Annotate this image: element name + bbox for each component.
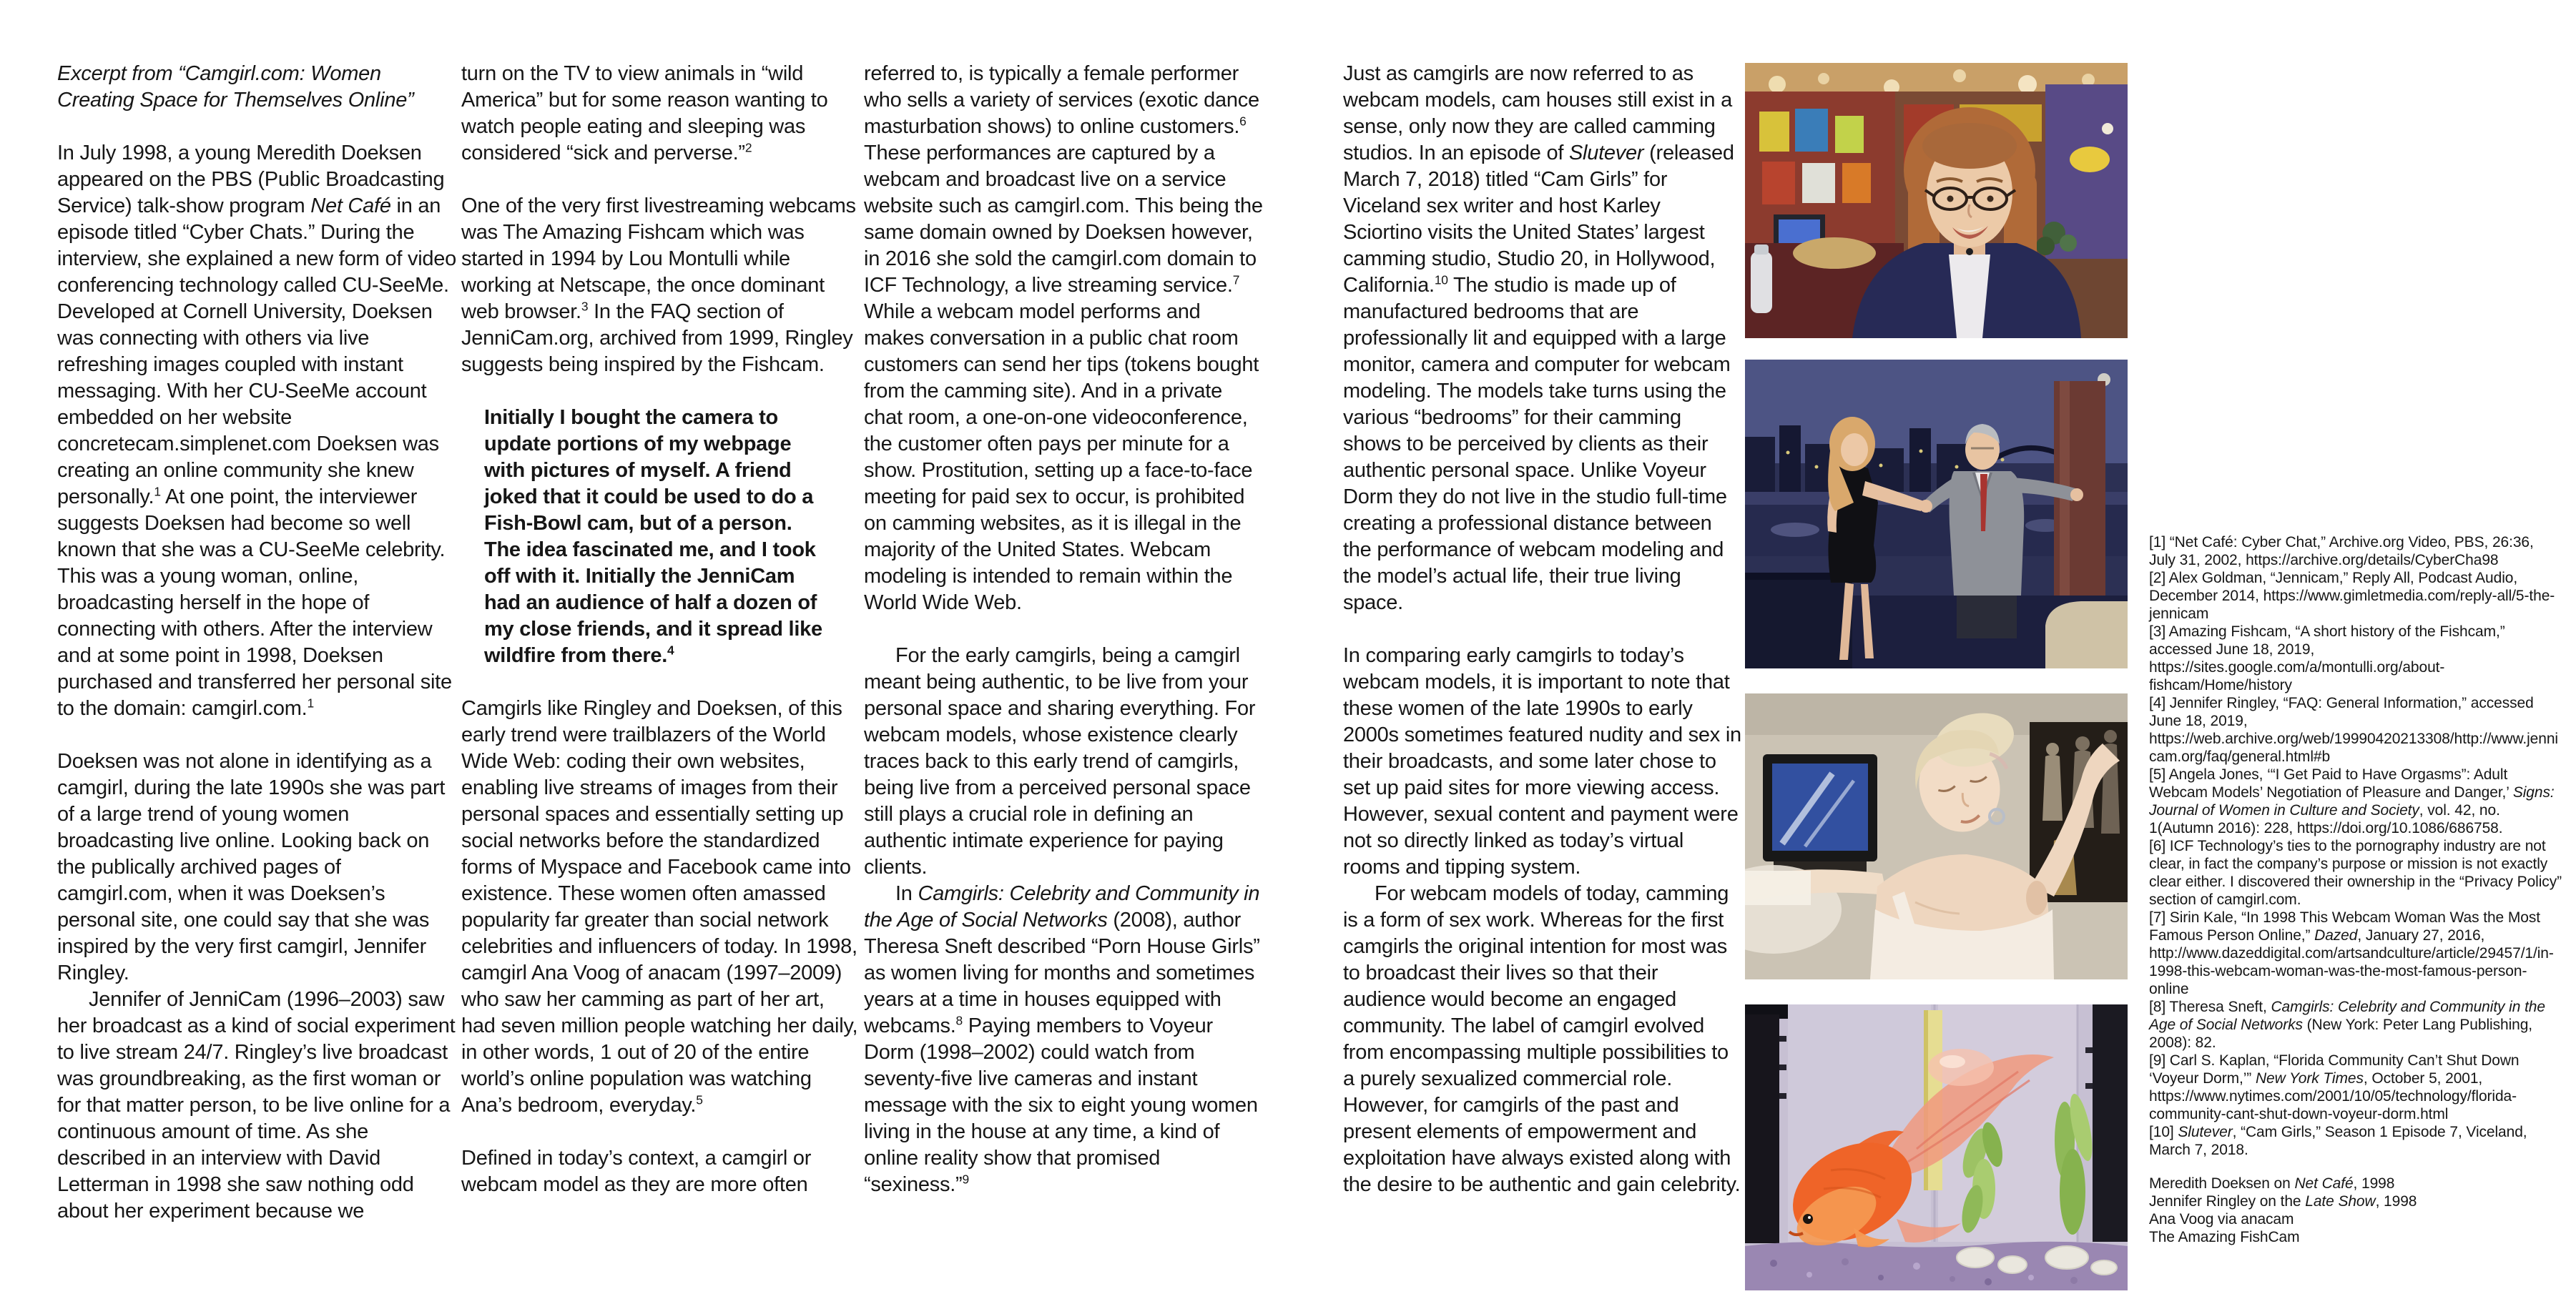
text-segment: Jennifer Ringley on the (2149, 1193, 2306, 1210)
body-paragraph (57, 749, 458, 987)
text-segment: Camgirls: Celebrity and Community in the Age of Social Networks (2149, 999, 2545, 1033)
text-segment: Dazed (2314, 927, 2358, 944)
text-segment: In comparing early camgirls to today’s webcam models, it is important to note that these women of the late 1990s to early 2000s sometimes featured nudity and sex in their broadcasts, and some later chose to set up paid sites for more viewing access. However, sexual content and payment were not so directly linked as today’s virtual rooms and tipping system. (1343, 644, 1741, 879)
fishcam-illustration (1745, 1004, 2128, 1290)
photo-fishcam (1745, 1004, 2128, 1290)
footnote-ref: 5 (696, 1092, 703, 1107)
text-segment: The Amazing FishCam (2149, 1229, 2300, 1245)
footnotes-column (2149, 533, 2562, 1159)
text-segment: Just as camgirls are now referred to as webcam models, cam houses still exist in a sense, only now they are called camming studios. In an episode of (1343, 62, 1732, 164)
text-segment: Camgirls: Celebrity and Community in the Age of Social Networks (864, 882, 1260, 932)
body-paragraph (1343, 881, 1744, 1198)
text-segment: referred to, is typically a female performer who sells a variety of services (exotic dance masturbation shows) to online customers. (864, 62, 1259, 138)
text-segment: [2] Alex Goldman, “Jennicam,” Reply All, Podcast Audio, December 2014, https://www.gimletmedia.com/reply-all/5-the-jennicam (2149, 570, 2555, 622)
text-segment: Net Café (2294, 1175, 2354, 1192)
text-segment: , January 27, 2016, http://www.dazeddigital.com/artsandculture/article/29457/1/in-1998-this-webcam-woman-was-the-most-famous-person-online (2149, 927, 2554, 997)
text-segment: Meredith Doeksen on (2149, 1175, 2295, 1192)
late-show-illustration (1745, 360, 2128, 668)
body-paragraph (864, 881, 1264, 1198)
text-segment: (2008), author Theresa Sneft described “Porn House Girls” as women living for months and sometimes years at a time in houses equipped with webcams. (864, 909, 1260, 1037)
body-paragraph (57, 140, 458, 722)
photo-anacam (1745, 693, 2128, 979)
footnote-ref: 6 (1239, 114, 1247, 129)
body-paragraph (461, 696, 862, 1119)
text-segment: [9] Carl S. Kaplan, “Florida Community Can’t Shut Down ‘Voyeur Dorm,’” (2149, 1052, 2520, 1087)
text-segment: In the FAQ section of JenniCam.org, archived from 1999, Ringley suggests being inspired by the Fishcam. (461, 300, 853, 376)
footnote-ref: 1 (154, 484, 161, 499)
footnote-ref: 9 (962, 1172, 969, 1187)
text-segment: [3] Amazing Fishcam, “A short history of the Fishcam,” accessed June 18, 2019, https://sites.google.com/a/montulli.org/about-fishcam/Home/history (2149, 623, 2505, 693)
body-paragraph (864, 61, 1264, 616)
text-column-4 (1343, 61, 1744, 1198)
text-segment: (released March 7, 2018) titled “Cam Girls” for Viceland sex writer and host Karley Sciortino visits the United States’ largest camming studio, Studio 20, in Hollywood, California. (1343, 142, 1734, 297)
text-segment: For webcam models of today, camming is a form of sex work. Whereas for the first camgirls the original intention for most was to broadcast their lives so that their audience would become an engaged community. The label of camgirl evolved from encompassing multiple possibilities to a purely sexualized commercial role. However, for camgirls of the past and present elements of empowerment and exploitation have always existed along with the desire to be authentic and gain celebrity. (1343, 882, 1741, 1196)
text-segment: Defined in today’s context, a camgirl or webcam model as they are more often (461, 1147, 812, 1196)
body-paragraph (1343, 61, 1744, 616)
footnote-item (2149, 998, 2562, 1052)
text-segment: The studio is made up of manufactured bedrooms that are professionally lit and equipped with a large monitor, camera and computer for webcam modeling. The models take turns using the various “bedrooms” for their camming shows to be perceived by clients as their authentic personal space. Unlike Voyeur Dorm they do not live in the studio full-time creating a professional distance between the performance of webcam modeling and the model’s actual life, their true living space. (1343, 274, 1731, 614)
text-segment: Initially I bought the camera to update portions of my webpage with pictures of myself. A friend joked that it could be used to do a Fish-Bowl cam, but of a person. The idea fascinated me, and I took off with it. Initially the JenniCam had an audience of half a dozen of my close friends, and it spread like wildfire from there. (484, 406, 822, 667)
text-segment: , “Cam Girls,” Season 1 Episode 7, Viceland, March 7, 2018. (2149, 1124, 2527, 1158)
footnote-item (2149, 694, 2562, 766)
text-segment: Slutever (1568, 142, 1644, 164)
text-segment: , vol. 42, no. 1(Autumn 2016): 228, https://doi.org/10.1086/686758. (2149, 802, 2503, 836)
text-segment: turn on the TV to view animals in “wild America” but for some reason wanting to watch people eating and sleeping was considered “sick and perverse.” (461, 62, 828, 164)
text-segment: Signs: Journal of Women in Culture and Society (2149, 784, 2555, 819)
footnote-item (2149, 1052, 2562, 1123)
text-segment: [7] Sirin Kale, “In 1998 This Webcam Woman Was the Most Famous Person Online,” (2149, 909, 2540, 944)
text-segment: [10] (2149, 1124, 2178, 1140)
text-segment: [5] Angela Jones, ‘“I Get Paid to Have Orgasms”: Adult Webcam Models’ Negotiation of Pleasure and Danger,’ (2149, 766, 2513, 801)
text-segment: [8] Theresa Sneft, (2149, 999, 2271, 1015)
body-paragraph (461, 61, 862, 167)
text-segment: Late Show (2305, 1193, 2376, 1210)
text-segment: These performances are captured by a webcam and broadcast live on a service website such as camgirl.com. This being the same domain owned by Doeksen however, in 2016 she sold the camgirl.com domain to ICF Technology, a live streaming service. (864, 142, 1263, 297)
photo-late-show (1745, 360, 2128, 668)
text-column-2 (461, 61, 862, 1198)
article-title: Excerpt from “Camgirl.com: Women Creating Space for Themselves Online” (57, 62, 414, 112)
block-quote (461, 405, 862, 669)
text-segment: , October 5, 2001, https://www.nytimes.com/2001/10/05/technology/florida-community-cant-shut-down-voyeur-dorm.html (2149, 1070, 2517, 1122)
footnote-item (2149, 766, 2562, 837)
footnote-ref: 3 (581, 299, 589, 314)
text-segment: One of the very first livestreaming webcams was The Amazing Fishcam which was started in 1994 by Lou Montulli while working at Netscape, the once dominant web browser. (461, 194, 856, 323)
image-caption (2149, 1210, 2562, 1228)
footnote-ref: 4 (667, 643, 674, 658)
text-segment: Slutever (2178, 1124, 2233, 1140)
text-segment: While a webcam model performs and makes conversation in a public chat room customers can send her tips (tokens bought from the camming site). And in a private chat room, a one-on-one videoconference, the customer often pays per minute for a show. Prostitution, setting up a face-to-face meeting for paid sex to occur, is prohibited on camming websites, as it is illegal in the majority of the United States. Webcam modeling is intended to remain within the World Wide Web. (864, 300, 1259, 614)
footnote-ref: 10 (1434, 272, 1448, 287)
text-segment: New York Times (2255, 1070, 2364, 1087)
body-paragraph (57, 987, 458, 1225)
text-segment: In (895, 882, 918, 905)
photo-net-cafe (1745, 63, 2128, 338)
footnote-item (2149, 533, 2562, 569)
body-paragraph (1343, 643, 1744, 881)
text-segment: Camgirls like Ringley and Doeksen, of this early trend were trailblazers of the World Wide Web: coding their own websites, enabling live streams of images from their personal spaces and essentially setting up social networks before the standardized forms of Myspace and Facebook came into existence. These women often amassed popularity far greater than social network celebrities and influencers of today. In 1998, camgirl Ana Voog of anacam (1997–2009) who saw her camming as part of her art, had seven million people watching her daily, in other words, 1 out of 20 of the entire world’s online population was watching Ana’s bedroom, everyday. (461, 697, 858, 1117)
text-segment: Paying members to Voyeur Dorm (1998–2002) could watch from seventy-five live cameras and instant message with the six to eight young women living in the house at any time, a kind of online reality show that promised “sexiness.” (864, 1014, 1258, 1196)
body-paragraph (461, 1145, 862, 1198)
text-segment: For the early camgirls, being a camgirl meant being authentic, to be live from your personal space and sharing everything. For webcam models, whose existence clearly traces back to this early trend of camgirls, being live from a perceived personal space still plays a crucial role in defining an authentic intimate experience for paying clients. (864, 644, 1256, 879)
footnote-item (2149, 837, 2562, 909)
text-segment: Doeksen was not alone in identifying as a camgirl, during the late 1990s she was part of a large trend of young women broadcasting live online. Looking back on the publically archived pages of camgirl.com, when it was Doeksen’s personal site, one could say that she was inspired by the very first camgirl, Jennifer Ringley. (57, 750, 446, 984)
image-caption (2149, 1175, 2562, 1192)
text-segment: Ana Voog via anacam (2149, 1211, 2294, 1228)
text-segment: in an episode titled “Cyber Chats.” During the interview, she explained a new form of video conferencing technology called CU-SeeMe. Developed at Cornell University, Doeksen was connecting with others via live refreshing images coupled with instant messaging. With her CU-SeeMe account embedded on her website concretecam.simplenet.com Doeksen was creating an online community she knew personally. (57, 194, 457, 508)
captions-block (2149, 1175, 2562, 1246)
footnote-ref: 7 (1232, 272, 1240, 287)
text-segment: [6] ICF Technology’s ties to the pornography industry are not clear, in fact the company’s purpose or mission is not exactly clear either. I discovered their ownership in the “Privacy Policy” section of camgirl.com. (2149, 838, 2562, 908)
footnote-item (2149, 909, 2562, 998)
text-column-3 (864, 61, 1264, 1198)
text-column-1 (57, 61, 458, 1225)
footnote-item (2149, 623, 2562, 694)
text-segment: Jennifer of JenniCam (1996–2003) saw her broadcast as a kind of social experiment to live stream 24/7. Ringley’s live broadcast was groundbreaking, as the first woman or for that matter person, to be live online for a continuous amount of time. As she described in an interview with David Letterman in 1998 she saw nothing odd about her experiment because we (57, 988, 456, 1222)
image-caption (2149, 1192, 2562, 1210)
text-segment: In July 1998, a young Meredith Doeksen appeared on the PBS (Public Broadcasting Service) talk-show program (57, 142, 445, 217)
footnote-item (2149, 569, 2562, 623)
footnote-item (2149, 1123, 2562, 1159)
body-paragraph (864, 643, 1264, 881)
text-segment: [1] “Net Café: Cyber Chat,” Archive.org Video, PBS, 26:36, July 31, 2002, https://archive.org/details/CyberCha98 (2149, 534, 2534, 568)
footnote-ref: 1 (307, 696, 314, 711)
body-paragraph (461, 193, 862, 378)
footnote-ref: 8 (955, 1013, 963, 1028)
text-segment: At one point, the interviewer suggests Doeksen had become so well known that she was a CU-SeeMe celebrity. This was a young woman, online, broadcasting herself in the hope of connecting with others. After the interview and at some point in 1998, Doeksen purchased and transferred her personal site to the domain: camgirl.com. (57, 485, 452, 720)
text-segment: [4] Jennifer Ringley, “FAQ: General Information,” accessed June 18, 2019, https://web.archive.org/web/19990420213308/http://www.jennicam.org/faq/general.html#b (2149, 695, 2558, 765)
text-segment: Net Café (310, 194, 391, 217)
anacam-illustration (1745, 693, 2128, 979)
footnote-ref: 2 (744, 140, 752, 155)
text-segment: (New York: Peter Lang Publishing, 2008): 82. (2149, 1017, 2533, 1051)
net-cafe-illustration (1745, 63, 2128, 338)
image-caption (2149, 1228, 2562, 1246)
text-segment: , 1998 (2353, 1175, 2395, 1192)
text-segment: , 1998 (2375, 1193, 2417, 1210)
